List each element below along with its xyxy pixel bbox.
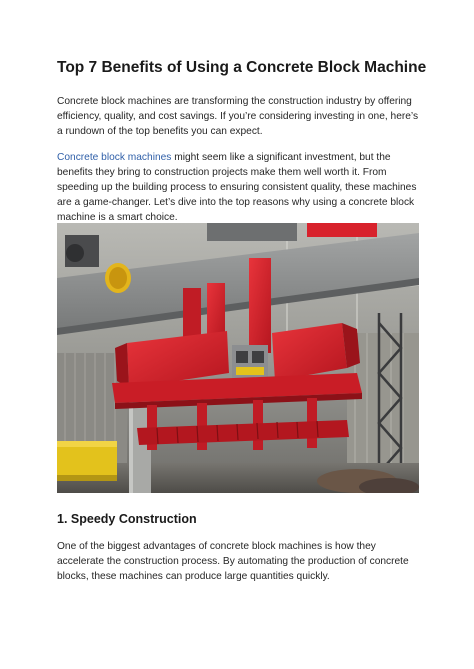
section-heading: 1. Speedy Construction xyxy=(57,512,197,526)
body-paragraph xyxy=(57,150,423,225)
section-paragraph: One of the biggest advantages of concrete block machines is how they accelerate the construction process. By automating the production of concrete blocks, these machines can produce large quantities quickly. xyxy=(57,541,409,582)
machine-photo xyxy=(57,223,419,493)
concrete-block-machines-link[interactable]: Concrete block machines xyxy=(57,152,172,163)
intro-paragraph: Concrete block machines are transforming the construction industry by offering efficiency, quality, and cost savings. If you’re considering investing in one, here’s a rundown of the top benefits you can expect. xyxy=(57,96,419,137)
page-title: Top 7 Benefits of Using a Concrete Block Machine xyxy=(57,59,427,76)
body-paragraph-text: might seem like a significant investment, but the benefits they bring to construction projects make them well worth it. From speeding up the building process to ensuring consistent quality, these machines are a game-changer. Let’s dive into the top reasons why using a concrete block machine is a smart choice. xyxy=(57,152,417,223)
